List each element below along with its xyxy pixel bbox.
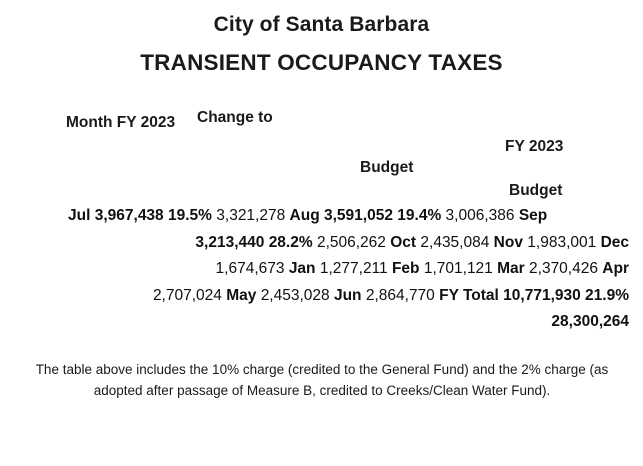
budget-aug: 3,006,386	[445, 207, 515, 224]
table-column-headers	[0, 104, 643, 200]
month-label-apr: Apr	[602, 260, 629, 277]
amount-nov: 1,983,001	[527, 233, 597, 251]
fy-total-label: FY Total	[439, 286, 499, 304]
column-header-change-to: Change to	[197, 109, 273, 126]
amount-oct: 2,435,084	[420, 233, 490, 251]
amount-dec: 1,674,673	[215, 260, 285, 277]
budget-jul: 3,321,278	[216, 207, 286, 224]
amount-sep: 3,213,440	[195, 233, 265, 251]
month-label-jun: Jun	[333, 286, 362, 304]
month-label-nov: Nov	[493, 233, 523, 251]
amount-may: 2,453,028	[260, 286, 330, 304]
document-title-block	[0, 10, 643, 80]
month-label-aug: Aug	[289, 207, 320, 224]
page-title-primary: City of Santa Barbara	[213, 13, 430, 36]
amount-aug: 3,591,052	[324, 207, 393, 224]
amount-mar: 2,370,426	[529, 260, 598, 277]
amount-apr: 2,707,024	[152, 286, 222, 304]
column-header-budget-change: Budget	[360, 159, 414, 176]
fy-total-budget: 28,300,264	[551, 313, 629, 330]
month-label-mar: Mar	[497, 260, 525, 277]
month-label-jan: Jan	[288, 260, 316, 277]
month-label-feb: Feb	[391, 260, 420, 277]
amount-jul: 3,967,438	[94, 207, 164, 224]
data-row	[14, 309, 629, 336]
month-label-oct: Oct	[390, 233, 417, 251]
fy-total-change: 21.9%	[585, 286, 629, 304]
amount-feb: 1,701,121	[423, 260, 493, 277]
month-label-may: May	[226, 286, 257, 304]
month-label-sep: Sep	[518, 207, 548, 224]
change-jul: 19.5%	[168, 207, 212, 224]
column-header-budget-fy: Budget	[509, 182, 563, 199]
change-aug: 19.4%	[397, 207, 442, 224]
table-data-flow	[14, 203, 629, 336]
data-row	[14, 256, 629, 283]
page-title-secondary: TRANSIENT OCCUPANCY TAXES	[140, 50, 503, 75]
change-sep: 28.2%	[268, 233, 313, 251]
amount-jan: 1,277,211	[319, 260, 388, 277]
data-row	[14, 283, 629, 310]
month-label-jul: Jul	[68, 207, 91, 224]
column-header-month-fy-2023: Month FY 2023	[66, 114, 176, 131]
column-header-fy-2023: FY 2023	[505, 138, 564, 155]
budget-sep: 2,506,262	[316, 233, 386, 251]
data-row	[14, 230, 629, 257]
data-row	[14, 203, 629, 230]
amount-jun: 2,864,770	[365, 286, 435, 304]
table-footnote: The table above includes the 10% charge (credited to the General Fund) and the 2% charge (as adopted after passage of Measure B, credited to Creeks/Clean Water Fund).	[35, 362, 609, 398]
fy-total-amount: 10,771,930	[503, 286, 581, 304]
month-label-dec: Dec	[600, 233, 629, 251]
